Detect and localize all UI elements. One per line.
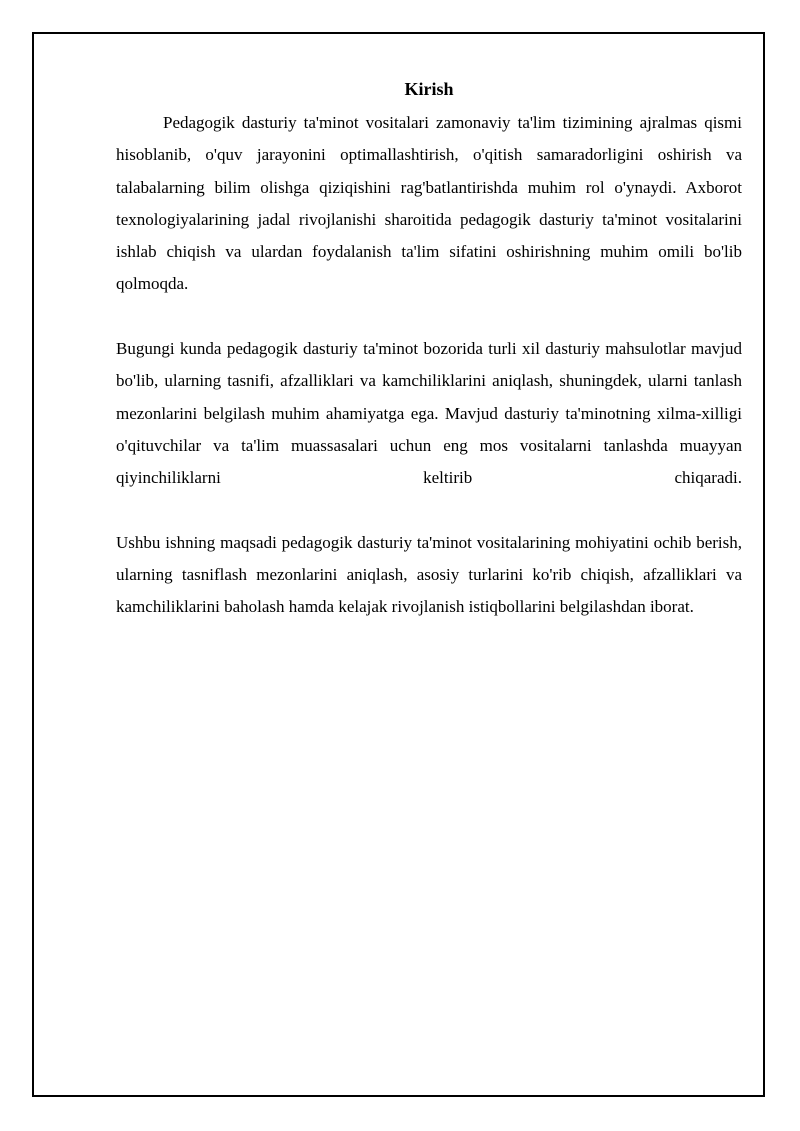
paragraph-spacer [116,495,742,527]
document-title: Kirish [404,79,454,99]
paragraph-goal: Ushbu ishning maqsadi pedagogik dasturiy ta'minot vositalarining mohiyatini ochib berish, ularning tasniflash mezonlarini aniqlash, asosiy turlarini ko'rib chiqish, afzalliklari va kamchiliklarini baholash hamda kelajak rivojlanish istiqbollarini belgilashdan iborat. [116,532,742,617]
paragraph-spacer [116,301,742,333]
paragraph-market: Bugungi kunda pedagogik dasturiy ta'minot bozorida turli xil dasturiy mahsulotlar mavjud bo'lib, ularning tasnifi, afzalliklari va kamchiliklarini aniqlash, shuningdek, ularni tanlash mezonlarini belgilash muhim ahamiyatga ega. Mavjud dasturiy ta'minotning xilma-xilligi o'qituvchilar va ta'lim muassasalari uchun eng mos vositalarni tanlashda muayyan qiyinchiliklarni keltirib chiqaradi. [116,339,742,488]
paragraph-intro: Pedagogik dasturiy ta'minot vositalari zamonaviy ta'lim tizimining ajralmas qismi hisoblanib, o'quv jarayonini optimallashtirish, o'qitish samaradorligini oshirish va talabalarning bilim olishga qiziqishini rag'batlantirishda muhim rol o'ynaydi. Axborot texnologiyalarining jadal rivojlanishi sharoitida pedagogik dasturiy ta'minot vositalarini ishlab chiqish va ulardan foydalanish ta'lim sifatini oshirishning muhim omili bo'lib qolmoqda. [116,113,742,294]
document-body [116,74,742,624]
